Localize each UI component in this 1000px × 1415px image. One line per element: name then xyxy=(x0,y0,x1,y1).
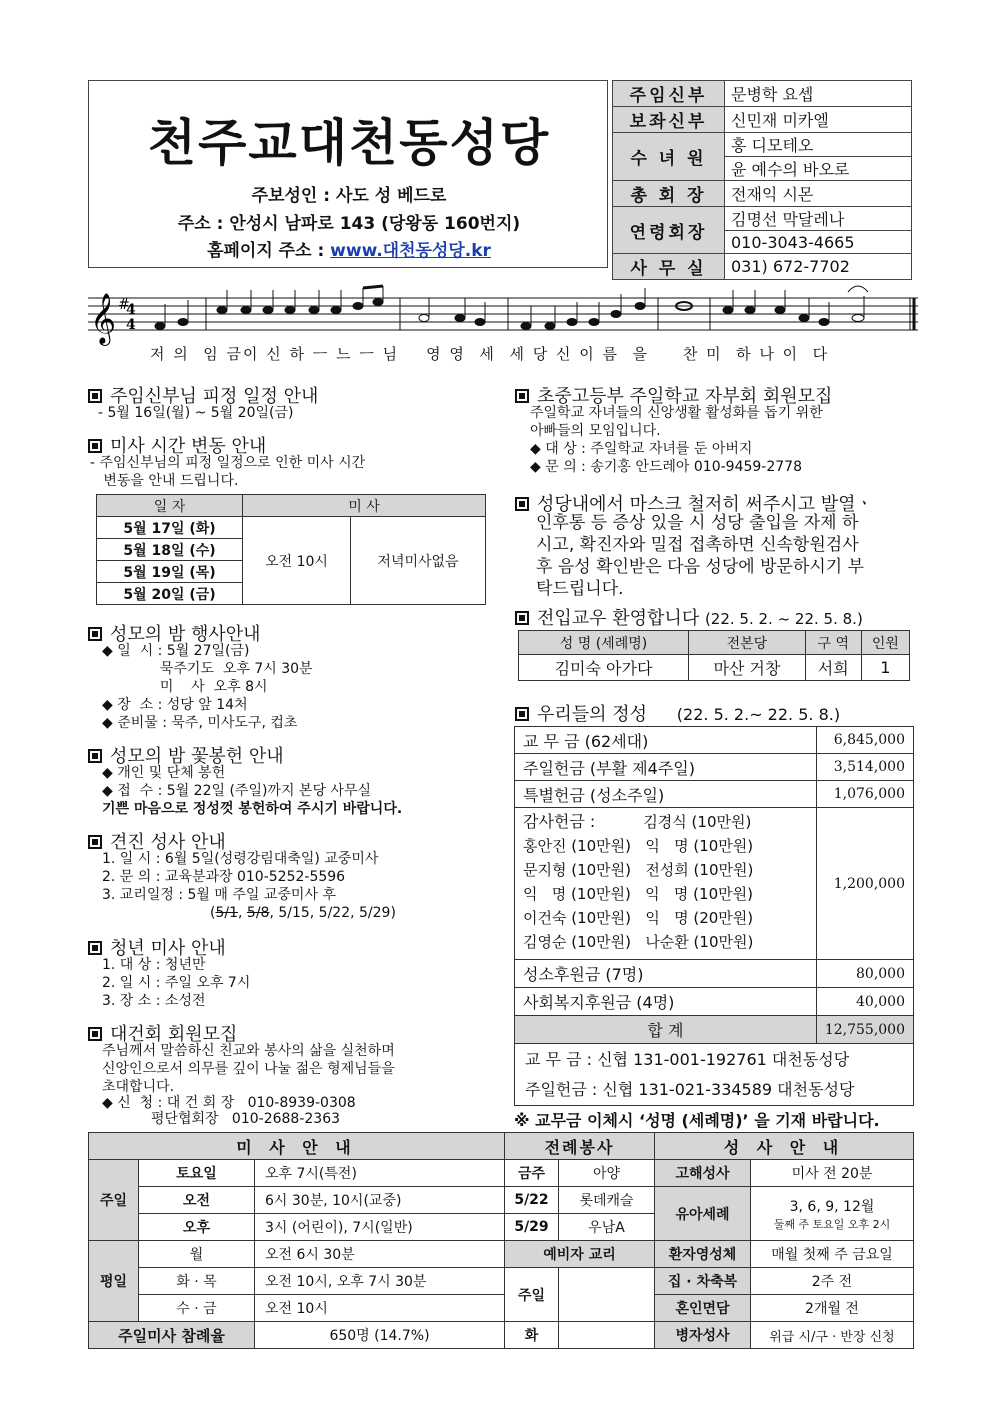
section-text: 아빠들의 모임입니다. xyxy=(530,423,661,439)
sacrament-name: 환자영성체 xyxy=(655,1241,751,1268)
contrib-label: 주일헌금 (부활 제4주일) xyxy=(515,754,817,781)
liturgy-week: 5/29 xyxy=(505,1214,559,1241)
thanks-offering-cell: 감사헌금 : 김경식 (10만원) 홍안진 (10만원) 익 명 (10만원) 문지형 (10만원) 전성희 (10만원) 익 명 (10만원) 익 명 (10만원) 이건숙 (10만원) 익 명 (20만원) 김영순 (10만원) 나순환 (10만원) xyxy=(515,808,817,960)
sacrament-name: 집 · 차축복 xyxy=(655,1268,751,1295)
liturgy-group: 아양 xyxy=(559,1160,655,1187)
mass-time: 오전 6시 30분 xyxy=(255,1241,505,1268)
section-text: 2. 문 의 : 교육분과장 010-5252-5596 xyxy=(102,869,346,885)
sacrament-header: 성 사 안 내 xyxy=(655,1133,914,1160)
section-text: 평단협회장 010-2688-2363 xyxy=(102,1111,341,1127)
staff-name: 문병학 요셉 xyxy=(725,81,912,107)
liturgy-header: 전례봉사 xyxy=(505,1133,655,1160)
staff-name: 신민재 미카엘 xyxy=(725,107,912,133)
mass-day: 오전 xyxy=(139,1187,255,1214)
mass-change-table xyxy=(96,494,486,605)
section-text: ◆ 일 시 : 5월 27일(금) xyxy=(102,643,250,659)
staff-name: 홍 디모테오 xyxy=(725,133,912,157)
section-text: 기쁜 마음으로 정성껏 봉헌하여 주시기 바랍니다. xyxy=(102,801,403,817)
section-title: 견진 성사 안내 xyxy=(88,828,226,854)
staff-name: 전재익 시몬 xyxy=(725,181,912,207)
sunday-label: 주일 xyxy=(89,1160,139,1241)
staff-name: 김명선 막달레나 xyxy=(725,207,912,231)
staff-role: 사 무 실 xyxy=(613,254,725,280)
section-text: 인후통 등 증상 있을 시 성당 출입을 자제 하 xyxy=(536,513,859,533)
square-bullet-icon xyxy=(88,389,102,403)
homepage-line xyxy=(89,236,609,261)
mass-time: 6시 30분, 10시(교중) xyxy=(255,1187,505,1214)
header-box xyxy=(88,80,608,268)
catechumen-header: 예비자 교리 xyxy=(505,1241,655,1268)
sacrament-info: 매월 첫째 주 금요일 xyxy=(751,1241,914,1268)
sacrament-name: 혼인면담 xyxy=(655,1295,751,1322)
staff-name: 윤 예수의 바오로 xyxy=(725,157,912,181)
section-title: 초중고등부 주일학교 자부회 회원모집 xyxy=(515,382,832,408)
mass-day: 토요일 xyxy=(139,1160,255,1187)
liturgy-group: 우남A xyxy=(559,1214,655,1241)
attendance-value: 650명 (14.7%) xyxy=(255,1322,505,1349)
catechumen-tue-value xyxy=(559,1322,655,1349)
section-text: 1. 일 시 : 6월 5일(성령강림대축일) 교중미사 xyxy=(102,851,379,867)
contrib-amount: 6,845,000 xyxy=(816,727,913,754)
square-bullet-icon xyxy=(515,707,529,721)
section-text: ◆ 신 청 : 대 건 회 장 010-8939-0308 xyxy=(102,1095,356,1111)
mass-info-header: 미 사 안 내 xyxy=(89,1133,505,1160)
section-title: 전입교우 환영합니다 (22. 5. 2. ~ 22. 5. 8.) xyxy=(515,604,863,630)
patron-saint: 주보성인 : 사도 성 베드로 xyxy=(251,186,447,206)
homepage-link[interactable]: www.대천동성당.kr xyxy=(330,241,491,261)
section-text: ◆ 준비물 : 묵주, 미사도구, 컵초 xyxy=(102,715,298,731)
catechumen-sunday-value xyxy=(559,1268,655,1322)
section-title: 성모의 밤 행사안내 xyxy=(88,620,261,646)
section-text: 시고, 확진자와 밀접 접촉하면 신속항원검사 xyxy=(536,535,859,555)
sacrament-info: 위급 시/구 · 반장 신청 xyxy=(751,1322,914,1349)
section-title: 우리들의 정성 (22. 5. 2.~ 22. 5. 8.) xyxy=(515,700,840,726)
sacrament-info: 3, 6, 9, 12월 둘째 주 토요일 오후 2시 xyxy=(751,1187,914,1241)
col-header: 미 사 xyxy=(243,495,486,517)
svg-text:𝄞: 𝄞 xyxy=(90,293,117,344)
section-title: 청년 미사 안내 xyxy=(88,934,226,960)
section-text: 1. 대 상 : 청년만 xyxy=(102,957,206,973)
square-bullet-icon xyxy=(88,835,102,849)
section-text: ◆ 문 의 : 송기홍 안드레아 010-9459-2778 xyxy=(530,459,802,475)
contrib-amount: 1,076,000 xyxy=(816,781,913,808)
section-text: ◆ 장 소 : 성당 앞 14처 xyxy=(102,697,248,713)
table-cell: 김미숙 아가다 xyxy=(519,655,689,681)
section-text: 변동을 안내 드립니다. xyxy=(90,473,239,489)
sacrament-name: 고해성사 xyxy=(655,1160,751,1187)
section-text: 2. 일 시 : 주일 오후 7시 xyxy=(102,975,251,991)
attendance-label: 주일미사 참례율 xyxy=(89,1322,255,1349)
mass-day: 월 xyxy=(139,1241,255,1268)
sacrament-info: 2주 전 xyxy=(751,1268,914,1295)
mass-day: 오후 xyxy=(139,1214,255,1241)
section-text: 3. 교리일정 : 5월 매 주일 교중미사 후 xyxy=(102,887,336,903)
sacrament-name: 유아세례 xyxy=(655,1187,751,1241)
section-title: 성모의 밤 꽃봉헌 안내 xyxy=(88,742,284,768)
sacrament-info: 2개월 전 xyxy=(751,1295,914,1322)
square-bullet-icon xyxy=(88,1027,102,1041)
section-text: ◆ 접 수 : 5월 22일 (주일)까지 본당 사무실 xyxy=(102,783,371,799)
mass-time: 오전 10시 xyxy=(255,1295,505,1322)
col-header: 구 역 xyxy=(805,631,861,655)
section-text: 후 음성 확인받은 다음 성당에 방문하시기 부 xyxy=(536,557,865,577)
section-text: ◆ 개인 및 단체 봉헌 xyxy=(102,765,226,781)
section-text: 3. 장 소 : 소성전 xyxy=(102,993,206,1009)
section-title: 대건회 회원모집 xyxy=(88,1020,237,1046)
catechumen-tue: 화 xyxy=(505,1322,559,1349)
section-title: 성당내에서 마스크 철저히 써주시고 발열ㆍ xyxy=(515,490,873,516)
mass-time: 3시 (어린이), 7시(일반) xyxy=(255,1214,505,1241)
weekday-label: 평일 xyxy=(89,1241,139,1322)
col-header: 일 자 xyxy=(97,495,243,517)
table-cell: 5월 19일 (목) xyxy=(97,561,243,583)
square-bullet-icon xyxy=(515,497,529,511)
liturgy-week: 5/22 xyxy=(505,1187,559,1214)
section-text: 신앙인으로서 의무를 깊이 나눌 젊은 형제님들을 xyxy=(102,1061,395,1077)
mass-day: 화 · 목 xyxy=(139,1268,255,1295)
svg-text:4: 4 xyxy=(126,317,136,333)
liturgy-group: 롯데캐슬 xyxy=(559,1187,655,1214)
contrib-label: 특별헌금 (성소주일) xyxy=(515,781,817,808)
table-cell: 5월 20일 (금) xyxy=(97,583,243,605)
mass-day: 수 · 금 xyxy=(139,1295,255,1322)
svg-text:#: # xyxy=(118,297,130,313)
office-phone: 031) 672-7702 xyxy=(725,254,912,280)
svg-text:4: 4 xyxy=(126,302,136,318)
homepage-label: 홈페이지 주소 : xyxy=(207,241,331,261)
section-text: 미 사 오후 8시 xyxy=(102,679,268,695)
square-bullet-icon xyxy=(88,439,102,453)
section-text: - 주임신부님의 피정 일정으로 인한 미사 시간 xyxy=(90,455,366,471)
contrib-amount: 3,514,000 xyxy=(816,754,913,781)
table-cell: 마산 거창 xyxy=(688,655,805,681)
newcomers-table xyxy=(518,630,910,681)
table-cell: 5월 18일 (수) xyxy=(97,539,243,561)
parish-title: 천주교대천동성당 xyxy=(147,113,551,172)
section-text: 탁드립니다. xyxy=(536,579,624,599)
contributions-table xyxy=(514,726,914,1106)
hymn-lyrics: 저 의 임 금이 신 하 ㅡ 느 ㅡ 님 영 영 세 세 당 신 이 름 을 찬 미 하 나 이 다 xyxy=(150,345,830,363)
table-cell: 1 xyxy=(861,655,909,681)
total-amount: 12,755,000 xyxy=(816,1016,913,1044)
sacrament-info: 미사 전 20분 xyxy=(751,1160,914,1187)
sacrament-name: 병자성사 xyxy=(655,1322,751,1349)
mass-time: 오후 7시(특전) xyxy=(255,1160,505,1187)
schedule-table xyxy=(88,1132,914,1349)
section-text: ◆ 대 상 : 주일학교 자녀를 둔 아버지 xyxy=(530,441,753,457)
col-header: 전본당 xyxy=(688,631,805,655)
staff-role: 수 녀 원 xyxy=(613,133,725,181)
square-bullet-icon xyxy=(88,627,102,641)
table-cell: 저녁미사없음 xyxy=(351,517,486,605)
square-bullet-icon xyxy=(515,611,529,625)
col-header: 성 명 (세례명) xyxy=(519,631,689,655)
confirmation-schedule: (5/1, 5/8, 5/15, 5/22, 5/29) xyxy=(210,905,396,921)
staff-role: 총 회 장 xyxy=(613,181,725,207)
address: 주소 : 안성시 남파로 143 (당왕동 160번지) xyxy=(177,214,521,234)
section-text: 묵주기도 오후 7시 30분 xyxy=(102,661,313,677)
liturgy-week: 금주 xyxy=(505,1160,559,1187)
total-label: 합 계 xyxy=(515,1016,817,1044)
section-title: 미사 시간 변동 안내 xyxy=(88,432,266,458)
table-cell: 서희 xyxy=(805,655,861,681)
bank-info: 교 무 금 : 신협 131-001-192761 대천동성당 주일헌금 : 신협 131-021-334589 대천동성당 xyxy=(515,1044,914,1106)
contrib-amount: 40,000 xyxy=(816,988,913,1016)
contrib-label: 사회복지후원금 (4명) xyxy=(515,988,817,1016)
contrib-amount: 1,200,000 xyxy=(816,808,913,960)
section-text: 주님께서 말씀하신 친교와 봉사의 삶을 실천하며 xyxy=(102,1043,395,1059)
section-text: 초대합니다. xyxy=(102,1079,175,1095)
contrib-amount: 80,000 xyxy=(816,960,913,988)
square-bullet-icon xyxy=(88,749,102,763)
staff-table xyxy=(612,80,912,280)
table-cell: 오전 10시 xyxy=(243,517,351,605)
staff-role: 연령회장 xyxy=(613,207,725,254)
staff-phone: 010-3043-4665 xyxy=(725,231,912,254)
transfer-note: ※ 교무금 이체시 ‘성명 (세례명)’ 을 기재 바랍니다. xyxy=(514,1111,880,1130)
square-bullet-icon xyxy=(515,389,529,403)
col-header: 인원 xyxy=(861,631,909,655)
square-bullet-icon xyxy=(88,941,102,955)
section-text: - 5월 16일(월) ~ 5월 20일(금) xyxy=(98,405,294,421)
contrib-label: 성소후원금 (7명) xyxy=(515,960,817,988)
staff-role: 주임신부 xyxy=(613,81,725,107)
section-text: 주일학교 자녀들의 신앙생활 활성화를 돕기 위한 xyxy=(530,405,823,421)
table-cell: 5월 17일 (화) xyxy=(97,517,243,539)
contrib-label: 교 무 금 (62세대) xyxy=(515,727,817,754)
section-title: 주임신부님 피정 일정 안내 xyxy=(88,382,318,408)
catechumen-sunday: 주일 xyxy=(505,1268,559,1322)
staff-role: 보좌신부 xyxy=(613,107,725,133)
mass-time: 오전 10시, 오후 7시 30분 xyxy=(255,1268,505,1295)
